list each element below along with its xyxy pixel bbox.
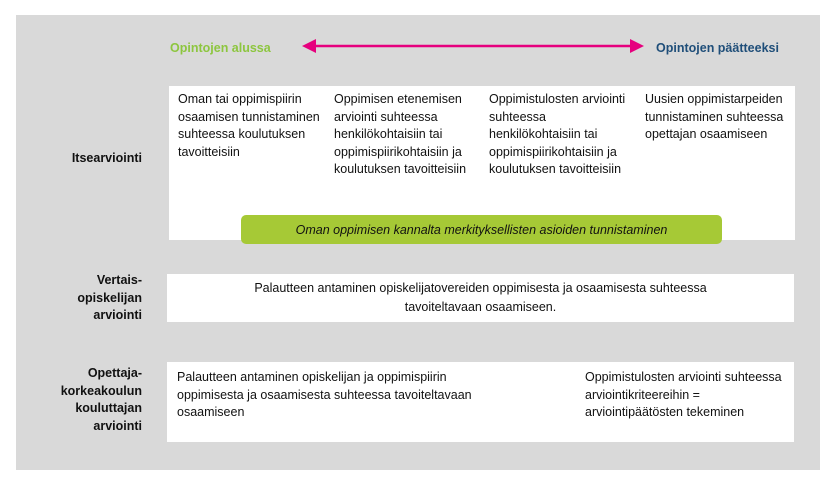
peer-label-line-3: arviointi <box>93 308 142 322</box>
self-highlight-pill <box>241 215 722 244</box>
self-item-4: Uusien oppimistarpeiden tunnistaminen suhteessa opettajan osaamiseen <box>645 92 784 141</box>
teacher-label-line-1: Opettaja- <box>87 366 142 380</box>
self-item-2: Oppimisen etenemisen arviointi suhteessa henkilökohtaisiin tai oppimispiirikohtaisiin ja koulutuksen tavoitteisiin <box>334 92 467 176</box>
self-item-1: Oman tai oppimispiirin osaamisen tunnistaminen suhteessa koulutuksen tavoitteisiin <box>178 92 320 159</box>
end-label: Opintojen päätteeksi <box>656 41 779 55</box>
teacher-label-line-4: arviointi <box>93 418 142 433</box>
teacher-assessment-left: Palautteen antaminen opiskelijan ja oppimispiirin oppimisesta ja osaamisesta suhteessa tavoiteltavaan osaamiseen <box>177 370 472 419</box>
teacher-label-line-3: kouluttajan <box>75 401 142 415</box>
peer-label-line-1: Vertais- <box>96 273 142 287</box>
peer-assessment-text <box>177 279 784 317</box>
self-highlight-text: Oman oppimisen kannalta merkityksellisten asioiden tunnistaminen <box>295 222 668 237</box>
start-label: Opintojen alussa <box>170 41 271 55</box>
peer-text-line-2: tavoiteltavaan osaamiseen. <box>404 300 557 314</box>
teacher-assessment-right: Oppimistulosten arviointi suhteessa arviointikriteereihin = arviointipäätösten tekeminen <box>585 370 782 419</box>
peer-text-line-1: Palautteen antaminen opiskelijatovereiden oppimisesta ja osaamisesta suhteessa <box>254 281 707 295</box>
self-item-3: Oppimistulosten arviointi suhteessa henkilökohtaisiin tai oppimispiirikohtaisiin ja koulutuksen tavoitteisiin <box>489 92 626 176</box>
timeline-double-arrow <box>300 36 646 56</box>
teacher-assessment-label <box>40 365 142 435</box>
self-assessment-label: Itsearviointi <box>71 151 142 165</box>
peer-label-line-2: opiskelijan <box>77 290 142 305</box>
peer-assessment-label <box>40 272 142 325</box>
teacher-label-line-2: korkeakoulun <box>60 383 142 398</box>
